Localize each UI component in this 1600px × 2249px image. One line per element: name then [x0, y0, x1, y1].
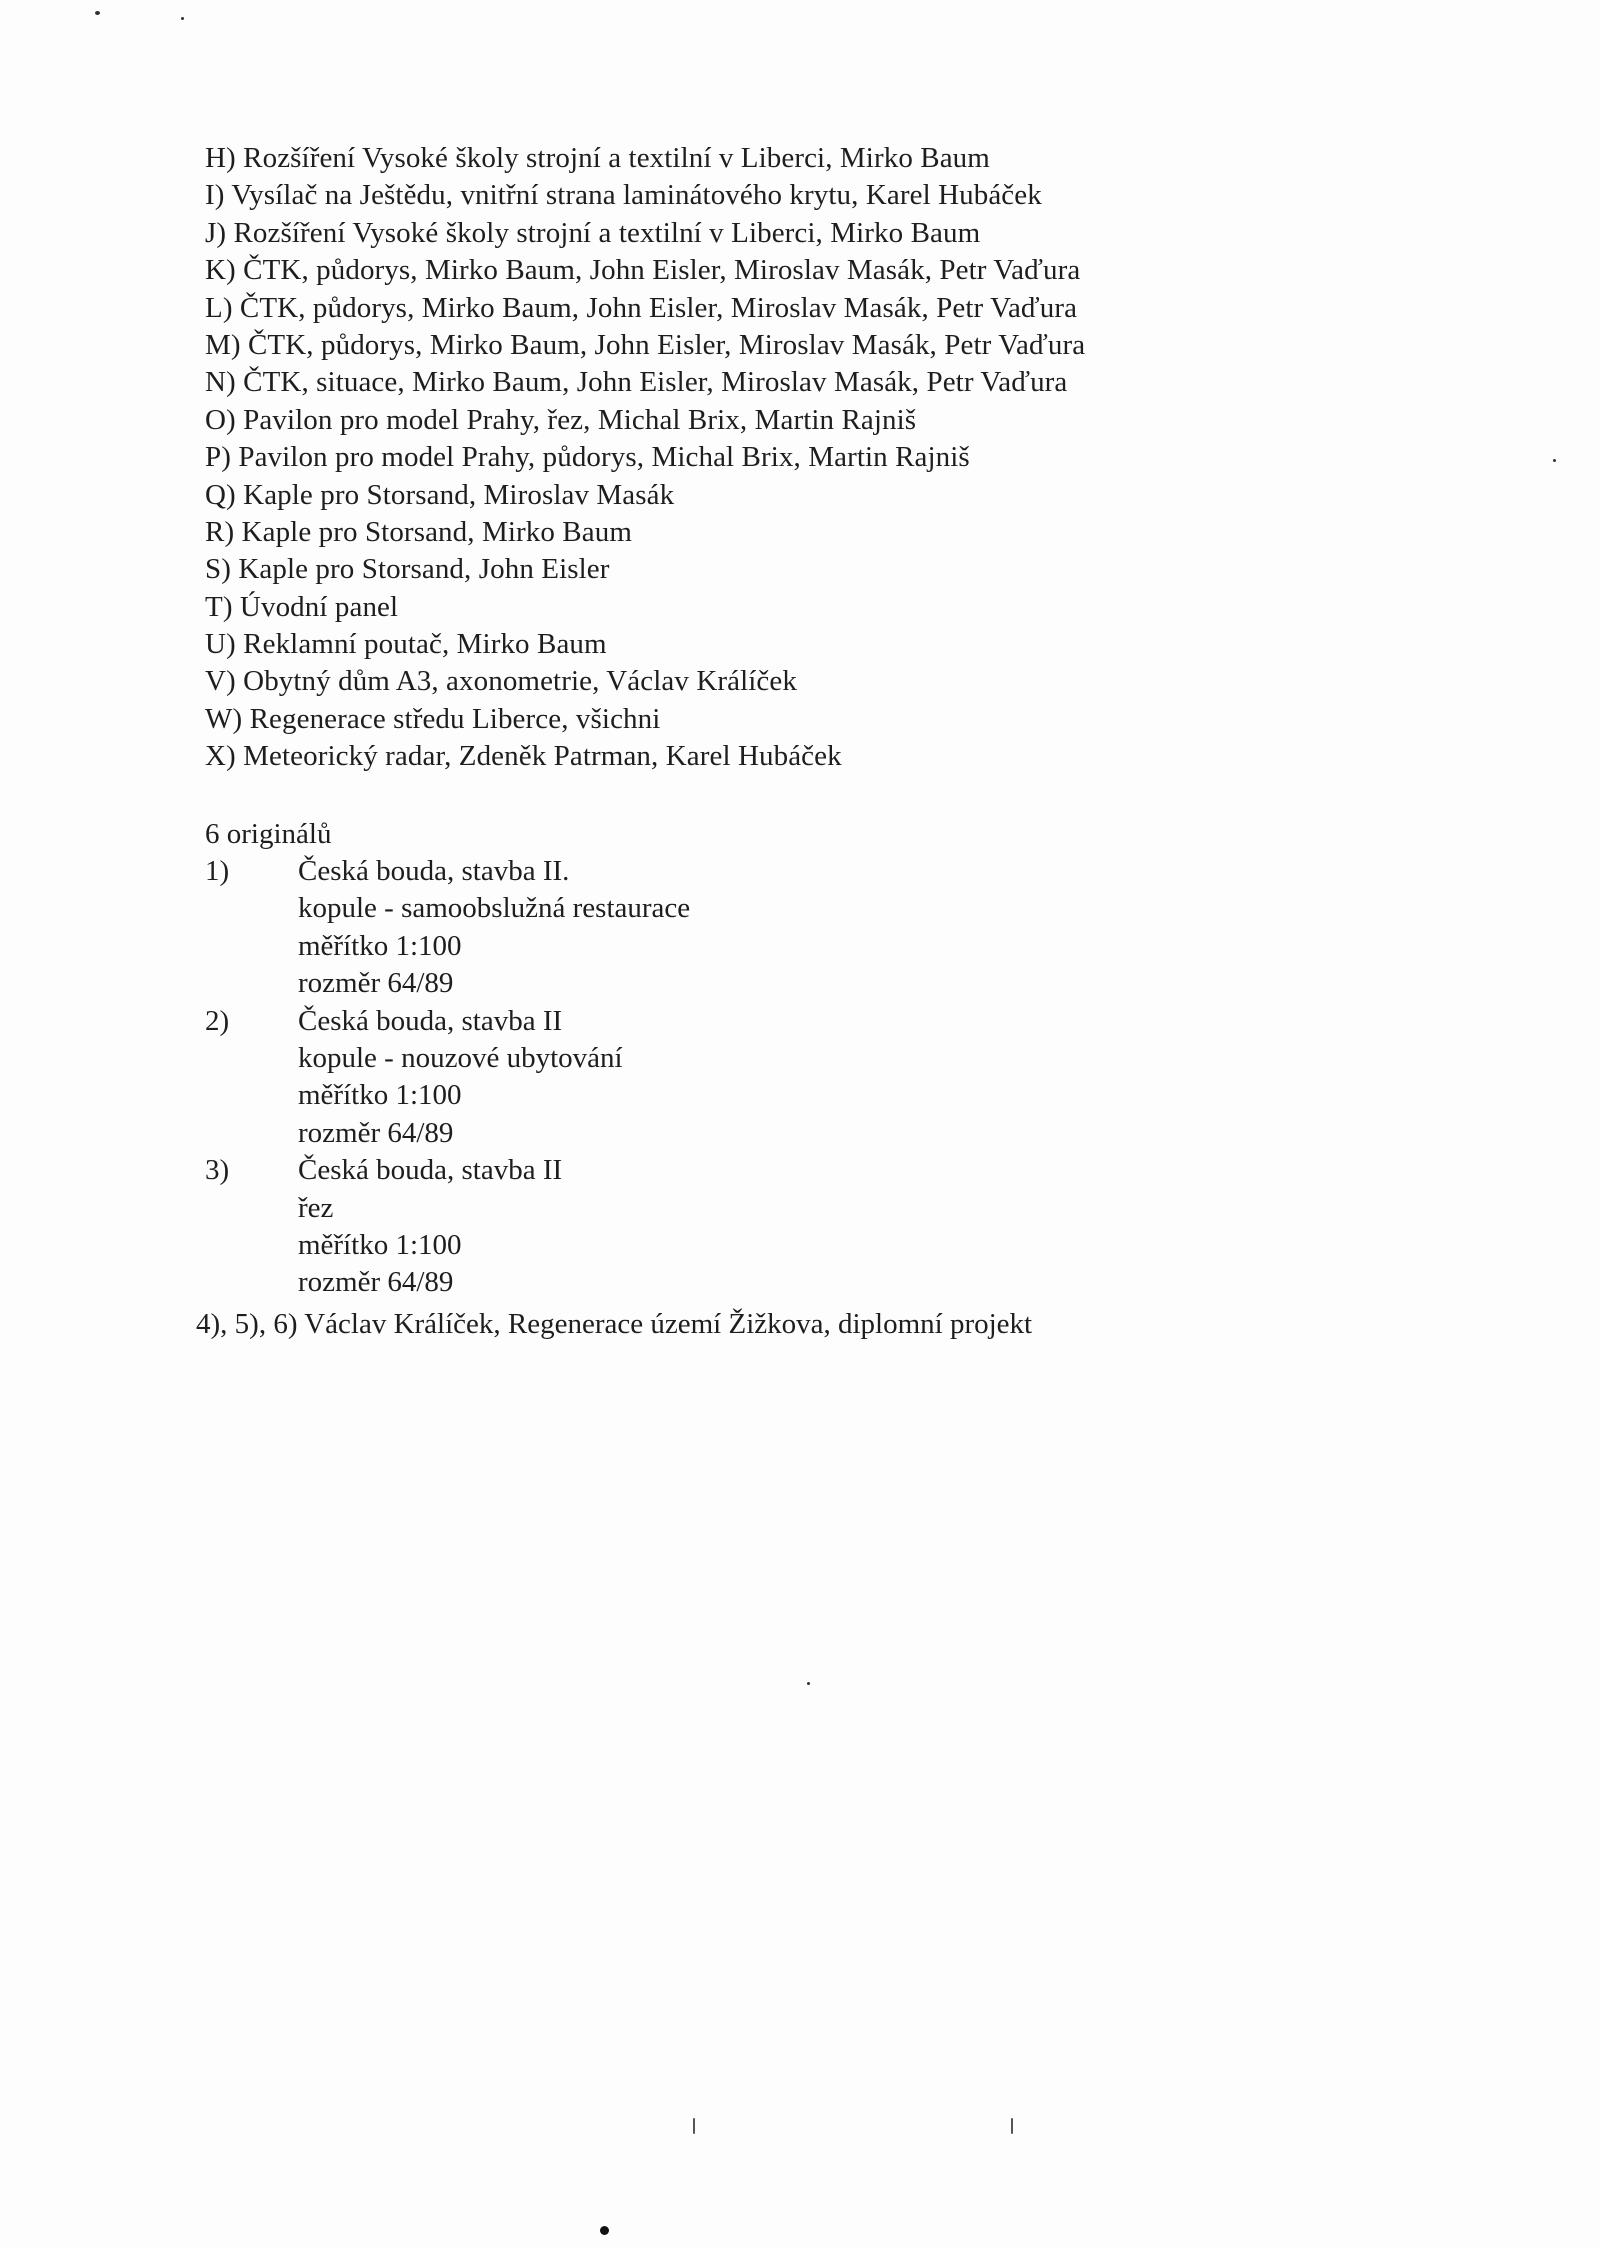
original-number: 2): [205, 1004, 230, 1037]
original-title: Česká bouda, stavba II.: [298, 855, 570, 887]
original-size: rozměr 64/89: [298, 967, 454, 1000]
scan-speck: [693, 2118, 695, 2134]
scan-speck: [807, 1682, 810, 1685]
original-scale: měřítko 1:100: [298, 929, 462, 962]
originals-heading: 6 originálů: [205, 818, 332, 850]
original-item: [205, 1152, 1455, 1302]
original-item: [205, 1003, 1455, 1153]
list-item: X) Meteorický radar, Zdeněk Patrman, Karel Hubáček: [205, 740, 842, 773]
scan-speck: [600, 2226, 609, 2235]
original-size: rozměr 64/89: [298, 1116, 454, 1149]
list-item: R) Kaple pro Storsand, Mirko Baum: [205, 515, 632, 548]
original-scale: měřítko 1:100: [298, 1079, 462, 1112]
list-item: K) ČTK, půdorys, Mirko Baum, John Eisler, Miroslav Masák, Petr Vaďura: [205, 254, 1081, 287]
list-item: Q) Kaple pro Storsand, Miroslav Masák: [205, 478, 675, 511]
original-description: kopule - samoobslužná restaurace: [298, 892, 691, 925]
list-item: T) Úvodní panel: [205, 590, 399, 623]
list-item: P) Pavilon pro model Prahy, půdorys, Michal Brix, Martin Rajniš: [205, 441, 970, 474]
list-item: N) ČTK, situace, Mirko Baum, John Eisler, Miroslav Masák, Petr Vaďura: [205, 366, 1068, 399]
original-description: kopule - nouzové ubytování: [298, 1041, 623, 1074]
lettered-item-list: [205, 140, 1455, 776]
list-item: U) Reklamní poutač, Mirko Baum: [205, 628, 607, 661]
scan-speck: [95, 11, 100, 15]
list-item: O) Pavilon pro model Prahy, řez, Michal Brix, Martin Rajniš: [205, 403, 917, 436]
original-scale: měřítko 1:100: [298, 1228, 462, 1261]
scan-speck: [1553, 459, 1556, 462]
original-item: [205, 853, 1455, 1003]
scan-speck: [1011, 2118, 1013, 2134]
list-item: L) ČTK, půdorys, Mirko Baum, John Eisler, Miroslav Masák, Petr Vaďura: [205, 291, 1078, 324]
list-item: V) Obytný dům A3, axonometrie, Václav Králíček: [205, 665, 797, 698]
list-item: M) ČTK, půdorys, Mirko Baum, John Eisler, Miroslav Masák, Petr Vaďura: [205, 328, 1086, 361]
scan-speck: [181, 17, 184, 20]
originals-list: [205, 853, 1455, 1302]
original-number: 3): [205, 1154, 230, 1187]
original-title: Česká bouda, stavba II: [298, 1004, 563, 1037]
list-item: I) Vysílač na Ještědu, vnitřní strana laminátového krytu, Karel Hubáček: [205, 179, 1042, 212]
list-item: J) Rozšíření Vysoké školy strojní a textilní v Liberci, Mirko Baum: [205, 216, 981, 249]
list-item: S) Kaple pro Storsand, John Eisler: [205, 553, 610, 586]
original-description: řez: [298, 1191, 334, 1224]
list-item: H) Rozšíření Vysoké školy strojní a textilní v Liberci, Mirko Baum: [205, 142, 990, 174]
original-size: rozměr 64/89: [298, 1266, 454, 1299]
original-number: 1): [205, 855, 230, 887]
final-entry: 4), 5), 6) Václav Králíček, Regenerace území Žižkova, diplomní projekt: [196, 1308, 1033, 1340]
original-title: Česká bouda, stavba II: [298, 1154, 563, 1187]
list-item: W) Regenerace středu Liberce, všichni: [205, 702, 661, 735]
